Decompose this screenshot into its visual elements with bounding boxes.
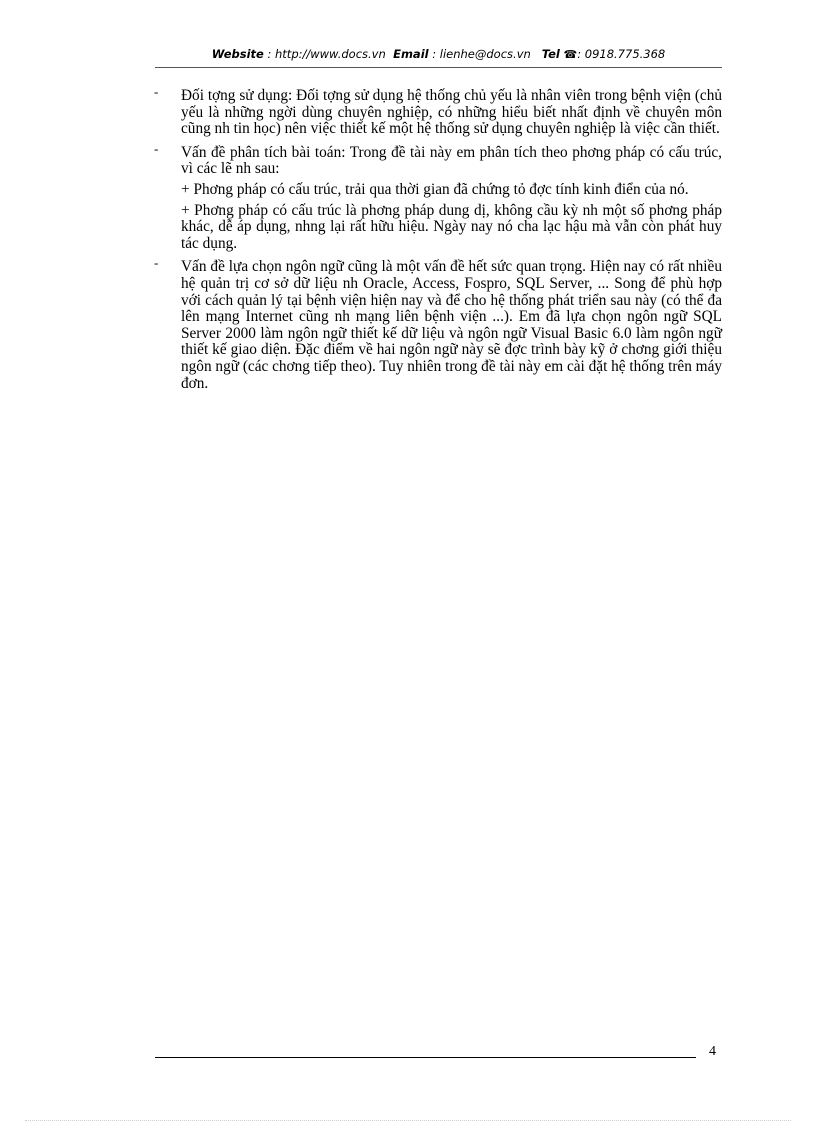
document-body [150, 84, 723, 399]
bullet-item-language [150, 255, 723, 392]
footer-divider [155, 1057, 696, 1058]
bullet-dash: - [154, 84, 159, 99]
phone-icon: ☎ [563, 48, 578, 61]
header-divider [155, 67, 722, 68]
bullet-dash: - [154, 255, 159, 271]
paragraph: + Phơng pháp có cấu trúc là phơng pháp dung dị, không cầu kỳ nh một số phơng pháp khác, dễ áp dụng, nhng lại rất hữu hiệu. Ngày nay nó cha lạc hậu mà vẫn còn phát huy tác dụng. [181, 201, 722, 252]
page-header [155, 47, 722, 67]
paragraph: Đối tợng sử dụng: Đối tợng sử dụng hệ thống chủ yếu là nhân viên trong bệnh viện (chủ yếu là những ngời dùng chuyên nghiệp, có những hiểu biết nhất định về chuyên môn cũng nh tin học) nên việc thiết kế một hệ thống sử dụng chuyên nghiệp là việc cần thiết. [181, 87, 722, 138]
email-address: : lienhe@docs.vn [432, 47, 531, 61]
page-edge-dotted-line [25, 1120, 791, 1121]
email-label: Email [393, 47, 429, 61]
bullet-dash: - [154, 140, 159, 156]
bullet-item-analysis [150, 140, 722, 253]
tel-number: : 0918.775.368 [577, 47, 666, 61]
paragraph: + Phơng pháp có cấu trúc, trải qua thời gian đã chứng tỏ đợc tính kinh điển của nó. [181, 180, 689, 198]
page-number: 4 [709, 1044, 716, 1059]
bullet-item-users [150, 84, 722, 138]
website-url: : http://www.docs.vn [267, 47, 386, 61]
tel-label: Tel [541, 47, 560, 61]
website-label: Website [211, 47, 264, 61]
paragraph: Vấn đề phân tích bài toán: Trong đề tài này em phân tích theo phơng pháp có cấu trúc, vì các lẽ nh sau: [181, 143, 722, 178]
paragraph: Vấn đề lựa chọn ngôn ngữ cũng là một vấn đề hết sức quan trọng. Hiện nay có rất nhiều hệ quản trị cơ sở dữ liệu nh Oracle, Access, Fospro, SQL Server, ... Song để phù hợp với cách quản lý tại bệnh viện hiện nay và để cho hệ thống phát triển sau này (có thể đa lên mạng Internet cũng nh mạng liên bệnh viện ...). Em đã lựa chọn ngôn ngữ SQL Server 2000 làm ngôn ngữ thiết kế dữ liệu và ngôn ngữ Visual Basic 6.0 làm ngôn ngữ thiết kế giao diện. Đặc điểm về hai ngôn ngữ này sẽ đợc trình bày kỹ ở chơng giới thiệu ngôn ngữ (các chơng tiếp theo). Tuy nhiên trong đề tài này em cài đặt hệ thống trên máy đơn. [181, 258, 723, 392]
